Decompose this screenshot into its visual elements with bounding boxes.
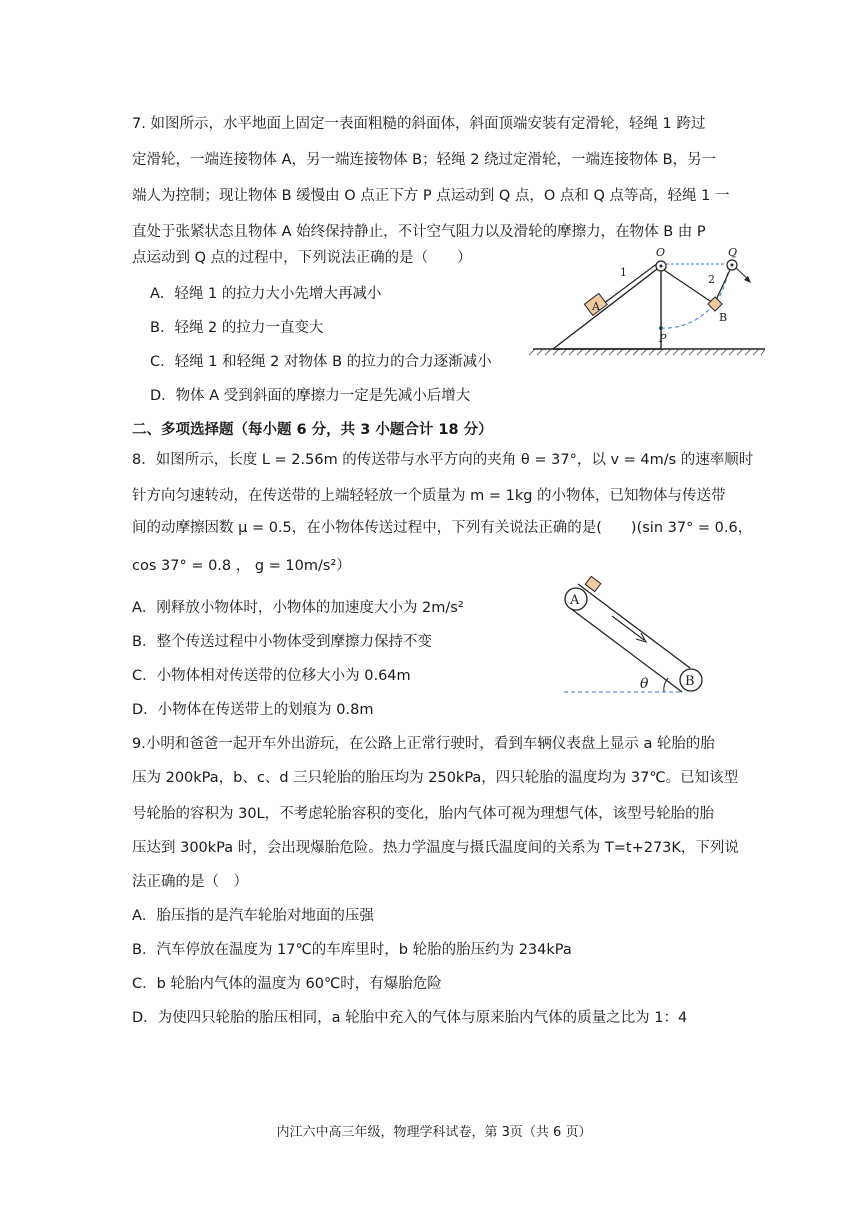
q7-option-b: B．轻绳 2 的拉力一直变大 (150, 320, 324, 336)
q9-line-3: 号轮胎的容积为 30L，不考虑轮胎容积的变化，胎内气体可视为理想气体，该型号轮胎的胎 (132, 806, 715, 822)
q8-option-d: D．小物体在传送带上的划痕为 0.8m (132, 702, 374, 718)
q7-label-o: O (656, 246, 666, 259)
q7-label-b: B (719, 311, 728, 324)
q7-option-a: A．轻绳 1 的拉力大小先增大再减小 (150, 286, 382, 302)
q8-option-a: A．刚释放小物体时，小物体的加速度大小为 2m/s² (132, 600, 464, 616)
q7-line-1: 7. 如图所示，水平地面上固定一表面粗糙的斜面体，斜面顶端安装有定滑轮，轻绳 1 跨过 (132, 116, 706, 132)
q7-pulley-figure (525, 246, 775, 370)
q8-conveyor-figure (560, 576, 720, 698)
q8-line-4: cos 37° = 0.8 ， g = 10m/s²） (132, 558, 351, 574)
q7-line-5: 点运动到 Q 点的过程中，下列说法正确的是（ ） (132, 250, 472, 266)
q8-option-b: B．整个传送过程中小物体受到摩擦力保持不变 (132, 634, 432, 650)
q7-option-d: D．物体 A 受到斜面的摩擦力一定是先减小后增大 (150, 388, 471, 404)
q8-line-3: 间的动摩擦因数 μ = 0.5，在小物体传送过程中，下列有关说法正确的是( )(sin 37° = 0.6， (132, 520, 753, 536)
section-2-heading: 二、多项选择题（每小题 6 分，共 3 小题合计 18 分） (132, 422, 493, 438)
q9-option-b: B．汽车停放在温度为 17℃的车库里时，b 轮胎的胎压约为 234kPa (132, 942, 572, 958)
q7-line-2: 定滑轮，一端连接物体 A，另一端连接物体 B；轻绳 2 绕过定滑轮，一端连接物体 B，另一 (132, 152, 717, 168)
q8-label-theta: θ (640, 676, 649, 692)
q9-line-1: 9.小明和爸爸一起开车外出游玩，在公路上正常行驶时，看到车辆仪表盘上显示 a 轮胎的胎 (132, 736, 715, 752)
q7-label-q: Q (728, 246, 738, 259)
q8-label-a: A (570, 593, 580, 608)
q7-label-rope1: 1 (620, 266, 627, 279)
q9-line-4: 压达到 300kPa 时，会出现爆胎危险。热力学温度与摄氏温度间的关系为 T=t+273K，下列说 (132, 840, 739, 856)
q9-line-5: 法正确的是（ ） (132, 874, 248, 890)
q7-label-rope2: 2 (708, 273, 715, 286)
q7-label-a: A (592, 300, 600, 313)
q7-line-3: 端人为控制；现让物体 B 缓慢由 O 点正下方 P 点运动到 Q 点，O 点和 Q 点等高，轻绳 1 一 (132, 188, 730, 204)
q9-option-a: A．胎压指的是汽车轮胎对地面的压强 (132, 908, 374, 924)
q9-line-2: 压为 200kPa，b、c、d 三只轮胎的胎压均为 250kPa，四只轮胎的温度均为 37℃。已知该型 (132, 770, 739, 786)
q7-line-4: 直处于张紧状态且物体 A 始终保持静止，不计空气阻力以及滑轮的摩擦力，在物体 B 由 P (132, 224, 706, 240)
q7-option-c: C．轻绳 1 和轻绳 2 对物体 B 的拉力的合力逐渐减小 (150, 354, 492, 370)
q8-line-2: 针方向匀速转动，在传送带的上端轻轻放一个质量为 m = 1kg 的小物体，已知物体与传送带 (132, 488, 726, 504)
q7-label-p: P (659, 332, 667, 345)
q8-label-b: B (685, 674, 695, 689)
q8-option-c: C．小物体相对传送带的位移大小为 0.64m (132, 668, 411, 684)
page-footer: 内江六中高三年级，物理学科试卷，第 3页（共 6 页） (276, 1125, 592, 1140)
q9-option-d: D．为使四只轮胎的胎压相同，a 轮胎中充入的气体与原来胎内气体的质量之比为 1：4 (132, 1010, 688, 1026)
q8-line-1: 8．如图所示，长度 L = 2.56m 的传送带与水平方向的夹角 θ = 37°，以 v = 4m/s 的速率顺时 (132, 452, 754, 468)
q9-option-c: C．b 轮胎内气体的温度为 60℃时，有爆胎危险 (132, 976, 442, 992)
